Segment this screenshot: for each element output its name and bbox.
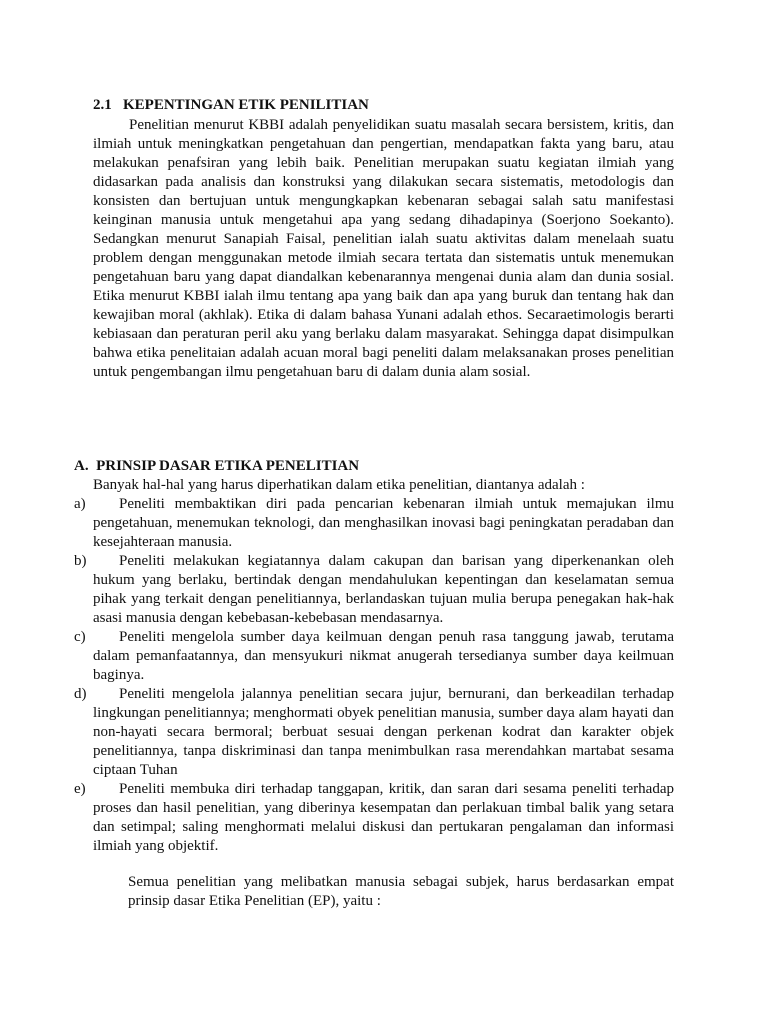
list-marker: c) (74, 629, 86, 645)
list-item (74, 495, 674, 552)
list-item (74, 685, 674, 780)
section-heading (93, 96, 369, 115)
subsection-intro: Banyak hal-hal yang harus diperhatikan dalam etika penelitian, diantanya adalah : (93, 477, 585, 493)
list-marker: d) (74, 686, 87, 702)
subsection-label: A. (74, 458, 89, 474)
list-marker: e) (74, 781, 86, 797)
closing-paragraph: Semua penelitian yang melibatkan manusia sebagai subjek, harus berdasarkan empat prinsip dasar Etika Penelitian (EP), yaitu : (128, 874, 674, 909)
list-item-text: Peneliti membuka diri terhadap tanggapan, kritik, dan saran dari sesama peneliti terhadap proses dan hasil penelitian, yang diberinya kesempatan dan perlakuan timbal balik yang setara dan setimpal; saling menghormati melalui diskusi dan pertukaran pengalaman dan informasi ilmiah yang objektif. (93, 781, 674, 854)
section-paragraph: Penelitian menurut KBBI adalah penyelidikan suatu masalah secara bersistem, kritis, dan ilmiah untuk meningkatkan pengetahuan dan pengertian, mendapatkan fakta yang baru, atau melakukan penafsiran yang lebih baik. Penelitian merupakan suatu kegiatan ilmiah yang didasarkan pada analisis dan konstruksi yang dilakukan secara sistematis, metodologis dan konsisten dan bertujuan untuk mengungkapkan kebenaran sebagai salah satu manifestasi keinginan manusia untuk mengetahui apa yang sedang dihadapinya (Soerjono Soekanto). Sedangkan menurut Sanapiah Faisal, penelitian ialah suatu aktivitas dalam menelaah suatu problem dengan menggunakan metode ilmiah secara tertata dan sistematis untuk menemukan pengetahuan baru yang dapat diandalkan kebenarannya mengenai dunia alam dan dunia sosial. Etika menurut KBBI ialah ilmu tentang apa yang baik dan apa yang buruk dan tentang hak dan kewajiban moral (akhlak). Etika di dalam bahasa Yunani adalah ethos. Secaraetimologis berarti kebiasaan dan peraturan peril aku yang berlaku dalam masyarakat. Sehingga dapat disimpulkan bahwa etika penelitaian adalah acuan moral bagi peneliti dalam melaksanakan proses penelitian untuk pengembangan ilmu pengetahuan baru di dalam dunia alam sosial. (93, 117, 674, 380)
list-item (74, 780, 674, 856)
list-item (74, 552, 674, 628)
subsection-title: PRINSIP DASAR ETIKA PENELITIAN (96, 458, 360, 474)
list-item-text: Peneliti mengelola jalannya penelitian secara jujur, bernurani, dan berkeadilan terhadap lingkungan penelitiannya; menghormati obyek penelitian manusia, sumber daya alam hayati dan non-hayati secara bermoral; berbuat sesuai dengan perkenan kodrat dan karakter objek penelitiannya, tanpa diskriminasi dan tanpa menimbulkan rasa merendahkan martabat sesama ciptaan Tuhan (93, 686, 674, 778)
list-item-text: Peneliti melakukan kegiatannya dalam cakupan dan barisan yang diperkenankan oleh hukum yang berlaku, bertindak dengan mendahulukan kepentingan dan keselamatan semua pihak yang terkait dengan penelitiannya, berlandaskan tujuan mulia berupa penegakan hak-hak asasi manusia dengan kebebasan-kebebasan mendasarnya. (93, 553, 674, 626)
list-marker: b) (74, 553, 87, 569)
list-item-text: Peneliti membaktikan diri pada pencarian kebenaran ilmiah untuk memajukan ilmu pengetahuan, menemukan teknologi, dan menghasilkan inovasi bagi peningkatan peradaban dan kesejahteraan manusia. (93, 496, 674, 550)
list-item (74, 628, 674, 685)
list-item-text: Peneliti mengelola sumber daya keilmuan dengan penuh rasa tanggung jawab, terutama dalam pemanfaatannya, dan mensyukuri nikmat anugerah tersedianya sumber daya keilmuan baginya. (93, 629, 674, 683)
section-number: 2.1 (93, 97, 112, 113)
subsection-heading (74, 457, 359, 476)
principles-list (74, 495, 674, 856)
list-marker: a) (74, 496, 86, 512)
section-title: KEPENTINGAN ETIK PENILITIAN (123, 97, 369, 113)
